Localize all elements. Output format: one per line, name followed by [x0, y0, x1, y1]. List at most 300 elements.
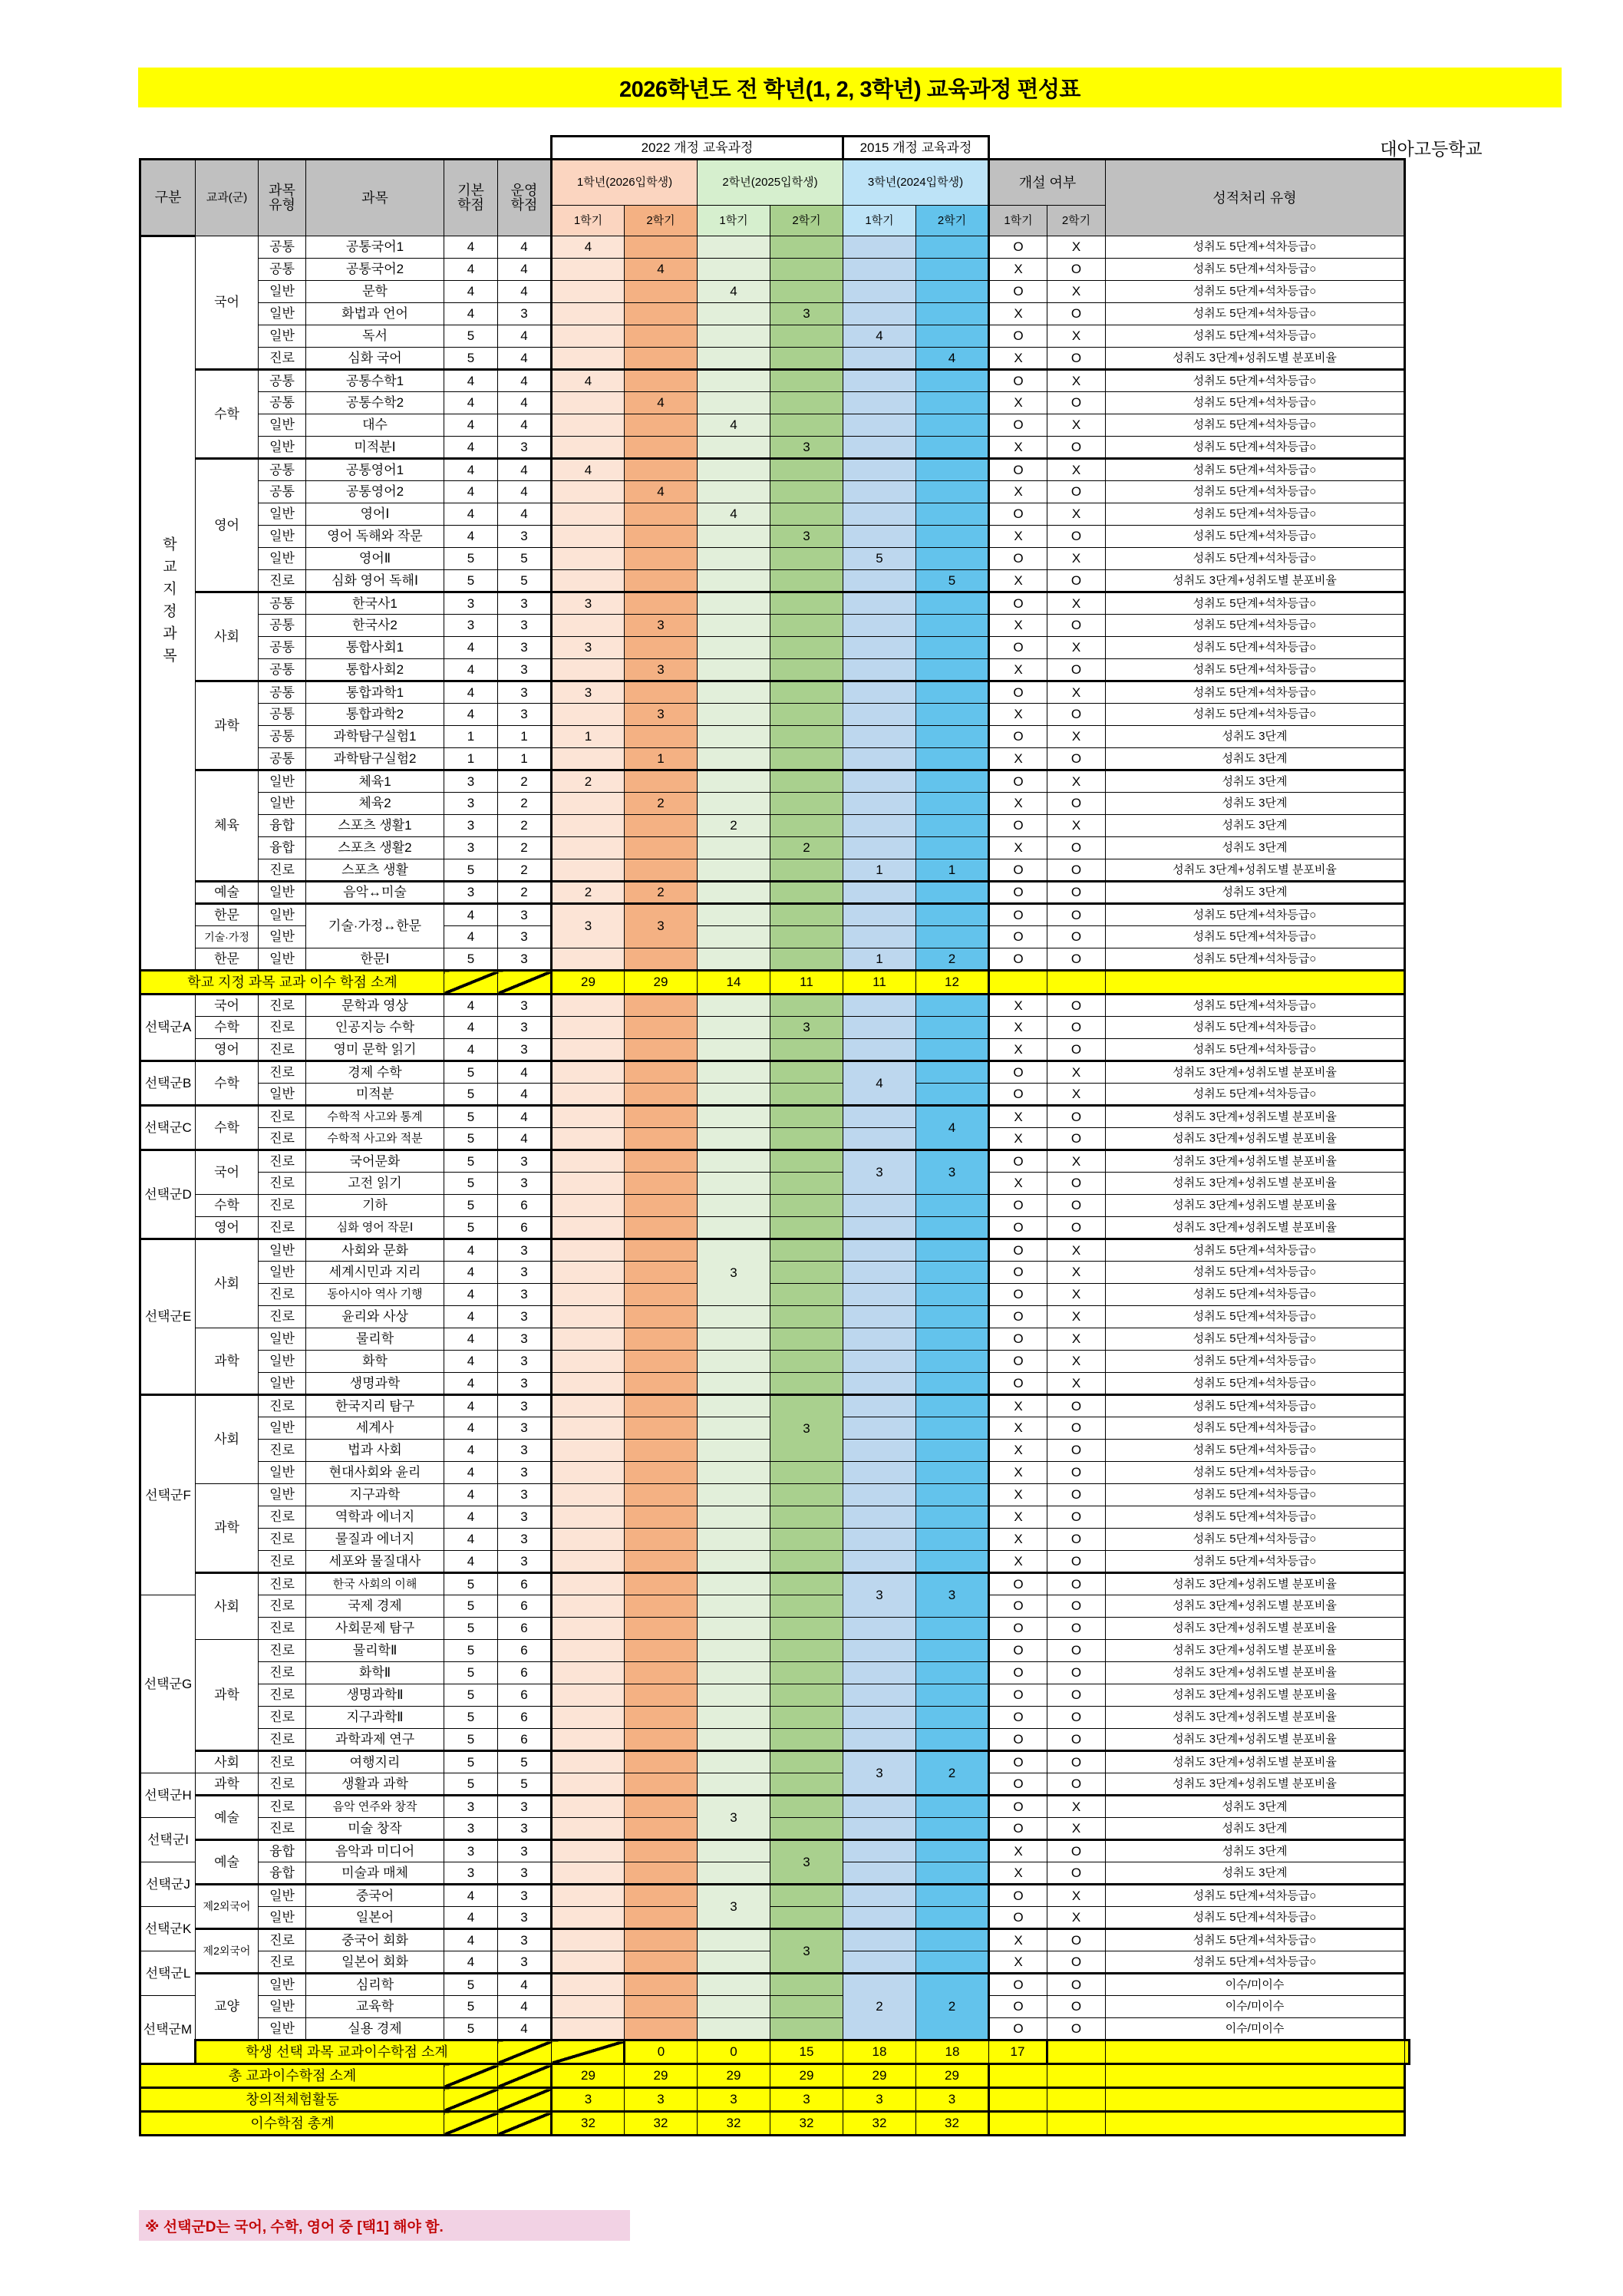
cell-credit-g1s1: 4: [552, 236, 625, 259]
cell-unyeong-hakjeom: 6: [498, 1662, 552, 1684]
cell-gyogwa: 수학: [196, 1195, 259, 1217]
cell-credit-g2s2: [770, 1595, 843, 1618]
cell-gwamok: 중국어: [306, 1885, 444, 1907]
subtotal-school-slash-2: [498, 971, 552, 995]
cell-gibon-hakjeom: 4: [444, 1351, 498, 1373]
cell-unyeong-hakjeom: 3: [498, 1529, 552, 1551]
cell-credit-g3s1: [843, 1929, 916, 1951]
cell-credit-g1s2: [625, 1796, 698, 1818]
cell-unyeong-hakjeom: 5: [498, 570, 552, 592]
cell-unyeong-hakjeom: 4: [498, 414, 552, 437]
cell-credit-g3s2: [916, 1951, 989, 1974]
col-header-seongjeok: 성적처리 유형: [1106, 160, 1405, 236]
cell-gaeseol-sem2: O: [1047, 748, 1106, 770]
cell-credit-g3s2: 4: [916, 1106, 989, 1150]
cell-credit-g2s2: 3: [770, 526, 843, 548]
cell-credit-g3s2: 2: [916, 1974, 989, 2040]
cell-yuhyeong: 진로: [259, 1729, 306, 1751]
cell-credit-g3s2: [916, 637, 989, 659]
cell-gaeseol-sem2: X: [1047, 1284, 1106, 1306]
cell-credit-g2s1: [698, 1395, 770, 1417]
cell-gwamok: 과학탐구실험1: [306, 726, 444, 748]
cell-gaeseol-sem2: O: [1047, 1573, 1106, 1595]
cell-credit-g2s1: [698, 1506, 770, 1529]
cell-gaeseol-sem1: O: [989, 1640, 1047, 1662]
cell-grade-type: 성취도 3단계+성취도별 분포비율: [1106, 1640, 1405, 1662]
cell-gyogwa: 과학: [196, 1484, 259, 1573]
cell-gaeseol-sem2: O: [1047, 859, 1106, 882]
cell-credit-g2s1: [698, 793, 770, 815]
table-row: [140, 392, 1410, 414]
cell-credit-g2s2: [770, 1551, 843, 1573]
table-row: [140, 459, 1410, 481]
table-body: [140, 236, 1410, 2136]
cell-credit-g3s1: [843, 1618, 916, 1640]
cell-credit-g1s2: [625, 1818, 698, 1840]
cell-yuhyeong: 일반: [259, 1328, 306, 1351]
cell-gibon-hakjeom: 5: [444, 1662, 498, 1684]
cell-credit-g2s2: [770, 1729, 843, 1751]
cell-credit-g1s2: [625, 1551, 698, 1573]
cell-yuhyeong: 공통: [259, 481, 306, 503]
table-head: [140, 137, 1410, 236]
cell-gibon-hakjeom: 4: [444, 303, 498, 325]
cell-gaeseol-sem1: X: [989, 659, 1047, 681]
cell-credit-g3s1: [843, 236, 916, 259]
footer-row-3-g1s2: 32: [625, 2112, 698, 2136]
cell-yuhyeong: 진로: [259, 1751, 306, 1773]
table-row: [140, 1262, 1410, 1284]
cell-gaeseol-sem1: X: [989, 1128, 1047, 1150]
col-header-gwamok-yuhyeong: [259, 160, 306, 236]
cell-yuhyeong: 진로: [259, 1173, 306, 1195]
cell-gwamok: 스포츠 생활: [306, 859, 444, 882]
cell-yuhyeong: 일반: [259, 793, 306, 815]
cell-unyeong-hakjeom: 4: [498, 481, 552, 503]
cell-gaeseol-sem1: O: [989, 1150, 1047, 1173]
cell-credit-g2s1: [698, 704, 770, 726]
cell-unyeong-hakjeom: 3: [498, 437, 552, 459]
table-row: [140, 1840, 1410, 1862]
cell-unyeong-hakjeom: 4: [498, 1974, 552, 1996]
cell-credit-g2s1: [698, 1106, 770, 1128]
table-row: [140, 1729, 1410, 1751]
table-row: [140, 325, 1410, 348]
cell-gyogwa: 영어: [196, 1039, 259, 1061]
cell-unyeong-hakjeom: 3: [498, 926, 552, 948]
cell-gaeseol-sem2: X: [1047, 592, 1106, 615]
cell-unyeong-hakjeom: 6: [498, 1729, 552, 1751]
cell-credit-g2s1: [698, 1017, 770, 1039]
cell-credit-g2s1: [698, 1039, 770, 1061]
cell-credit-g1s2: [625, 548, 698, 570]
cell-grade-type: 성취도 5단계+석차등급○: [1106, 637, 1405, 659]
cell-credit-g3s2: [916, 459, 989, 481]
cell-gibon-hakjeom: 5: [444, 1195, 498, 1217]
cell-gaeseol-sem2: O: [1047, 2018, 1106, 2040]
cell-gaeseol-sem2: O: [1047, 437, 1106, 459]
cell-unyeong-hakjeom: 3: [498, 1885, 552, 1907]
footer-row-0-g2s1: 15: [770, 2040, 843, 2064]
cell-gaeseol-sem2: O: [1047, 1773, 1106, 1796]
cell-credit-g1s1: [552, 995, 625, 1017]
cell-credit-g1s2: [625, 995, 698, 1017]
cell-credit-g1s1: 3: [552, 592, 625, 615]
footer-row-2-slash-2: [498, 2088, 552, 2112]
cell-unyeong-hakjeom: 6: [498, 1684, 552, 1707]
cell-credit-g2s2: [770, 1885, 843, 1907]
cell-credit-g3s1: [843, 1529, 916, 1551]
cell-unyeong-hakjeom: 3: [498, 1862, 552, 1885]
cell-gaeseol-sem2: O: [1047, 1440, 1106, 1462]
cell-gaeseol-sem1: O: [989, 1373, 1047, 1395]
cell-yuhyeong: 일반: [259, 526, 306, 548]
cell-credit-g3s2: [916, 1328, 989, 1351]
cell-gaeseol-sem1: X: [989, 259, 1047, 281]
cell-gibon-hakjeom: 4: [444, 437, 498, 459]
cell-gwamok: 과학과제 연구: [306, 1729, 444, 1751]
cell-gwamok: 현대사회와 윤리: [306, 1462, 444, 1484]
table-row: [140, 995, 1410, 1017]
cell-gaeseol-sem2: O: [1047, 1862, 1106, 1885]
cell-unyeong-hakjeom: 3: [498, 1173, 552, 1195]
cell-credit-g3s1: [843, 370, 916, 392]
table-row: [140, 1173, 1410, 1195]
cell-credit-g1s2: [625, 2018, 698, 2040]
cell-gwamok: 중국어 회화: [306, 1929, 444, 1951]
cell-credit-g3s2: [916, 815, 989, 837]
cell-credit-g1s2: 3: [625, 615, 698, 637]
table-row: [140, 1195, 1410, 1217]
cell-grade-type: 성취도 5단계+석차등급○: [1106, 259, 1405, 281]
cell-credit-g1s2: [625, 1262, 698, 1284]
cell-gaeseol-sem1: O: [989, 1239, 1047, 1262]
cell-yuhyeong: 진로: [259, 1595, 306, 1618]
cell-credit-g3s1: 4: [843, 325, 916, 348]
col-header-g1-sem1: 1학기: [552, 206, 625, 236]
cell-gibon-hakjeom: 5: [444, 1128, 498, 1150]
cell-credit-g3s1: [843, 1440, 916, 1462]
cell-credit-g3s1: [843, 1484, 916, 1506]
footer-row-3-slash-2: [498, 2112, 552, 2136]
cell-yuhyeong: 진로: [259, 1773, 306, 1796]
subtotal-school-g1s1: 29: [552, 971, 625, 995]
cell-unyeong-hakjeom: 3: [498, 1417, 552, 1440]
cell-credit-g2s2: [770, 1351, 843, 1373]
cell-credit-g1s1: [552, 1640, 625, 1662]
cell-gaeseol-sem1: X: [989, 348, 1047, 370]
cell-credit-g1s2: [625, 1773, 698, 1796]
cell-credit-g2s2: [770, 882, 843, 904]
cell-gibon-hakjeom: 5: [444, 325, 498, 348]
cell-credit-g3s2: [916, 882, 989, 904]
cell-credit-g3s2: [916, 704, 989, 726]
cell-credit-g1s2: [625, 637, 698, 659]
cell-credit-g1s2: [625, 1862, 698, 1885]
cell-credit-g2s2: [770, 1039, 843, 1061]
cell-credit-g3s2: [916, 770, 989, 793]
cell-credit-g2s1: [698, 726, 770, 748]
cell-credit-g1s2: [625, 1395, 698, 1417]
cell-gaeseol-sem1: O: [989, 1996, 1047, 2018]
table-row: [140, 815, 1410, 837]
cell-credit-g3s2: [916, 748, 989, 770]
cell-yuhyeong: 일반: [259, 414, 306, 437]
cell-credit-g1s1: [552, 1462, 625, 1484]
cell-credit-g1s1: 4: [552, 459, 625, 481]
cell-credit-g2s2: [770, 2018, 843, 2040]
cell-credit-g2s2: [770, 1128, 843, 1150]
cell-credit-g3s2: 3: [916, 1573, 989, 1618]
cell-credit-g3s1: [843, 1239, 916, 1262]
cell-gwamok: 역학과 에너지: [306, 1506, 444, 1529]
cell-credit-g3s2: [916, 1417, 989, 1440]
cell-gaeseol-sem2: O: [1047, 1729, 1106, 1751]
cell-yuhyeong: 진로: [259, 1195, 306, 1217]
cell-credit-g2s1: [698, 1084, 770, 1106]
cell-credit-g1s2: [625, 1195, 698, 1217]
cell-credit-g2s1: [698, 1707, 770, 1729]
cell-gwamok: 미술 창작: [306, 1818, 444, 1840]
cell-credit-g3s1: [843, 615, 916, 637]
cell-gaeseol-sem1: O: [989, 281, 1047, 303]
cell-gaeseol-sem1: X: [989, 1929, 1047, 1951]
cell-gaeseol-sem1: O: [989, 503, 1047, 526]
cell-grade-type: 성취도 3단계+성취도별 분포비율: [1106, 1662, 1405, 1684]
cell-credit-g2s1: [698, 1417, 770, 1440]
cell-credit-g2s1: [698, 1684, 770, 1707]
cell-credit-g3s1: [843, 726, 916, 748]
footer-row-3-slash-1: [444, 2112, 498, 2136]
cell-gwamok: 체육2: [306, 793, 444, 815]
cell-credit-g1s1: [552, 392, 625, 414]
row-group-선택군K: 선택군K: [140, 1907, 196, 1951]
cell-credit-g1s2: [625, 1306, 698, 1328]
cell-gibon-hakjeom: 5: [444, 1106, 498, 1128]
cell-gyogwa: 수학: [196, 1106, 259, 1150]
cell-gaeseol-sem2: X: [1047, 637, 1106, 659]
cell-credit-g3s2: [916, 481, 989, 503]
cell-credit-g1s2: [625, 837, 698, 859]
cell-credit-g3s1: [843, 1707, 916, 1729]
cell-credit-g2s2: [770, 1195, 843, 1217]
cell-gibon-hakjeom: 5: [444, 1751, 498, 1773]
cell-gaeseol-sem1: O: [989, 1328, 1047, 1351]
footer-row-0-blank-2: [1106, 2040, 1405, 2064]
cell-gwamok: 국어문화: [306, 1150, 444, 1173]
cell-gaeseol-sem2: X: [1047, 236, 1106, 259]
cell-yuhyeong: 진로: [259, 1662, 306, 1684]
cell-credit-g1s1: [552, 1506, 625, 1529]
cell-gyogwa: 예술: [196, 1796, 259, 1840]
cell-credit-g1s1: 3: [552, 904, 625, 948]
label-gibon-line1: 기본: [457, 183, 484, 199]
table-row: [140, 1929, 1410, 1951]
cell-unyeong-hakjeom: 5: [498, 548, 552, 570]
cell-credit-g1s1: 1: [552, 726, 625, 748]
cell-gwamok: 수학적 사고와 적분: [306, 1128, 444, 1150]
cell-credit-g1s2: [625, 1417, 698, 1440]
cell-credit-g2s2: [770, 481, 843, 503]
cell-credit-g1s2: 4: [625, 392, 698, 414]
cell-unyeong-hakjeom: 4: [498, 503, 552, 526]
cell-gaeseol-sem2: O: [1047, 1128, 1106, 1150]
cell-gaeseol-sem2: O: [1047, 570, 1106, 592]
cell-gwamok: 과학탐구실험2: [306, 748, 444, 770]
table-row: [140, 437, 1410, 459]
cell-gibon-hakjeom: 5: [444, 1773, 498, 1796]
cell-gibon-hakjeom: 4: [444, 370, 498, 392]
cell-credit-g2s2: [770, 615, 843, 637]
cell-grade-type: 성취도 5단계+석차등급○: [1106, 392, 1405, 414]
cell-gyogwa: 과학: [196, 1328, 259, 1395]
cell-credit-g1s2: [625, 726, 698, 748]
table-row: [140, 1106, 1410, 1128]
cell-gaeseol-sem1: X: [989, 995, 1047, 1017]
cell-credit-g3s1: [843, 570, 916, 592]
footer-row-0-g3s1: 18: [916, 2040, 989, 2064]
cell-gaeseol-sem1: X: [989, 1106, 1047, 1128]
cell-grade-type: 성취도 5단계+석차등급○: [1106, 659, 1405, 681]
cell-yuhyeong: 일반: [259, 882, 306, 904]
cell-credit-g1s1: [552, 1373, 625, 1395]
cell-yuhyeong: 진로: [259, 1640, 306, 1662]
cell-grade-type: 성취도 5단계+석차등급○: [1106, 1284, 1405, 1306]
cell-grade-type: 성취도 5단계+석차등급○: [1106, 1328, 1405, 1351]
cell-gwamok: 고전 읽기: [306, 1173, 444, 1195]
cell-credit-g3s2: [916, 615, 989, 637]
cell-gaeseol-sem2: O: [1047, 837, 1106, 859]
cell-grade-type: 성취도 5단계+석차등급○: [1106, 236, 1405, 259]
table-row: [140, 1462, 1410, 1484]
cell-credit-g3s2: [916, 592, 989, 615]
cell-credit-g1s1: [552, 704, 625, 726]
cell-credit-g2s2: [770, 1462, 843, 1484]
row-group-선택군G: 선택군G: [140, 1595, 196, 1773]
cell-credit-g1s1: [552, 1084, 625, 1106]
cell-grade-type: 성취도 5단계+석차등급○: [1106, 1907, 1405, 1929]
cell-gibon-hakjeom: 5: [444, 1573, 498, 1595]
cell-gibon-hakjeom: 4: [444, 459, 498, 481]
cell-credit-g3s2: [916, 526, 989, 548]
cell-credit-g3s1: [843, 1217, 916, 1239]
cell-credit-g1s1: [552, 1529, 625, 1551]
cell-gibon-hakjeom: 4: [444, 236, 498, 259]
cell-gaeseol-sem1: O: [989, 1818, 1047, 1840]
cell-credit-g3s1: [843, 481, 916, 503]
cell-credit-g1s1: [552, 481, 625, 503]
cell-credit-g3s1: [843, 348, 916, 370]
cell-gyogwa: 한문: [196, 904, 259, 926]
cell-gibon-hakjeom: 5: [444, 2018, 498, 2040]
cell-grade-type: 성취도 5단계+석차등급○: [1106, 325, 1405, 348]
cell-credit-g2s2: [770, 815, 843, 837]
cell-unyeong-hakjeom: 6: [498, 1595, 552, 1618]
cell-grade-type: 성취도 3단계+성취도별 분포비율: [1106, 1707, 1405, 1729]
cell-credit-g3s2: [916, 1217, 989, 1239]
cell-gaeseol-sem1: X: [989, 570, 1047, 592]
cell-yuhyeong: 진로: [259, 995, 306, 1017]
cell-credit-g3s1: [843, 704, 916, 726]
cell-yuhyeong: 진로: [259, 1529, 306, 1551]
cell-credit-g2s2: [770, 236, 843, 259]
cell-gaeseol-sem2: O: [1047, 995, 1106, 1017]
cell-credit-g1s2: 2: [625, 793, 698, 815]
cell-credit-g1s1: [552, 281, 625, 303]
cell-credit-g2s1: [698, 2018, 770, 2040]
cell-gibon-hakjeom: 3: [444, 882, 498, 904]
cell-unyeong-hakjeom: 3: [498, 995, 552, 1017]
table-row: [140, 1239, 1410, 1262]
cell-credit-g1s2: [625, 1907, 698, 1929]
cell-yuhyeong: 일반: [259, 1462, 306, 1484]
cell-credit-g1s2: [625, 681, 698, 704]
cell-gwamok: 공통수학2: [306, 392, 444, 414]
cell-gwamok: 일본어: [306, 1907, 444, 1929]
cell-gaeseol-sem2: O: [1047, 948, 1106, 971]
cell-credit-g1s1: [552, 1595, 625, 1618]
cell-credit-g1s2: [625, 1707, 698, 1729]
cell-gyogwa: 사회: [196, 1573, 259, 1640]
label-gwamok-line1: 과목: [269, 183, 295, 199]
col-header-gubun: 구분: [140, 160, 196, 236]
cell-credit-g1s2: [625, 1351, 698, 1373]
cell-unyeong-hakjeom: 6: [498, 1573, 552, 1595]
cell-gaeseol-sem2: O: [1047, 1506, 1106, 1529]
cell-gwamok: 독서: [306, 325, 444, 348]
cell-gibon-hakjeom: 4: [444, 1907, 498, 1929]
cell-credit-g1s1: [552, 526, 625, 548]
cell-credit-g2s2: [770, 1217, 843, 1239]
table-row: [140, 1306, 1410, 1328]
cell-yuhyeong: 일반: [259, 325, 306, 348]
cell-gibon-hakjeom: 4: [444, 1417, 498, 1440]
cell-credit-g2s1: [698, 1773, 770, 1796]
col-header-grade3: 3학년(2024입학생): [843, 160, 989, 206]
cell-grade-type: 성취도 3단계: [1106, 726, 1405, 748]
cell-credit-g2s2: [770, 637, 843, 659]
cell-unyeong-hakjeom: 3: [498, 526, 552, 548]
cell-credit-g3s2: [916, 1284, 989, 1306]
cell-credit-g1s1: [552, 437, 625, 459]
cell-credit-g3s2: [916, 1840, 989, 1862]
cell-gaeseol-sem2: X: [1047, 1150, 1106, 1173]
cell-credit-g1s1: [552, 1328, 625, 1351]
table-row: [140, 1284, 1410, 1306]
cell-gaeseol-sem2: X: [1047, 1084, 1106, 1106]
cell-gibon-hakjeom: 4: [444, 1328, 498, 1351]
cell-credit-g1s1: [552, 1351, 625, 1373]
cell-yuhyeong: 공통: [259, 236, 306, 259]
cell-grade-type: 성취도 3단계+성취도별 분포비율: [1106, 348, 1405, 370]
cell-unyeong-hakjeom: 3: [498, 1373, 552, 1395]
cell-credit-g1s2: [625, 1239, 698, 1262]
cell-grade-type: 성취도 3단계+성취도별 분포비율: [1106, 1217, 1405, 1239]
cell-gibon-hakjeom: 3: [444, 770, 498, 793]
cell-yuhyeong: 일반: [259, 904, 306, 926]
cell-credit-g3s2: [916, 1017, 989, 1039]
cell-credit-g2s1: [698, 236, 770, 259]
table-row: [140, 481, 1410, 503]
cell-gwamok: 스포츠 생활2: [306, 837, 444, 859]
col-header-gwamok: 과목: [306, 160, 444, 236]
cell-grade-type: 이수/미이수: [1106, 1996, 1405, 2018]
cell-gaeseol-sem2: X: [1047, 815, 1106, 837]
cell-gibon-hakjeom: 4: [444, 1440, 498, 1462]
col-header-gaeseol: 개설 여부: [989, 160, 1106, 206]
cell-gibon-hakjeom: 4: [444, 659, 498, 681]
cell-gwamok: 통합사회2: [306, 659, 444, 681]
